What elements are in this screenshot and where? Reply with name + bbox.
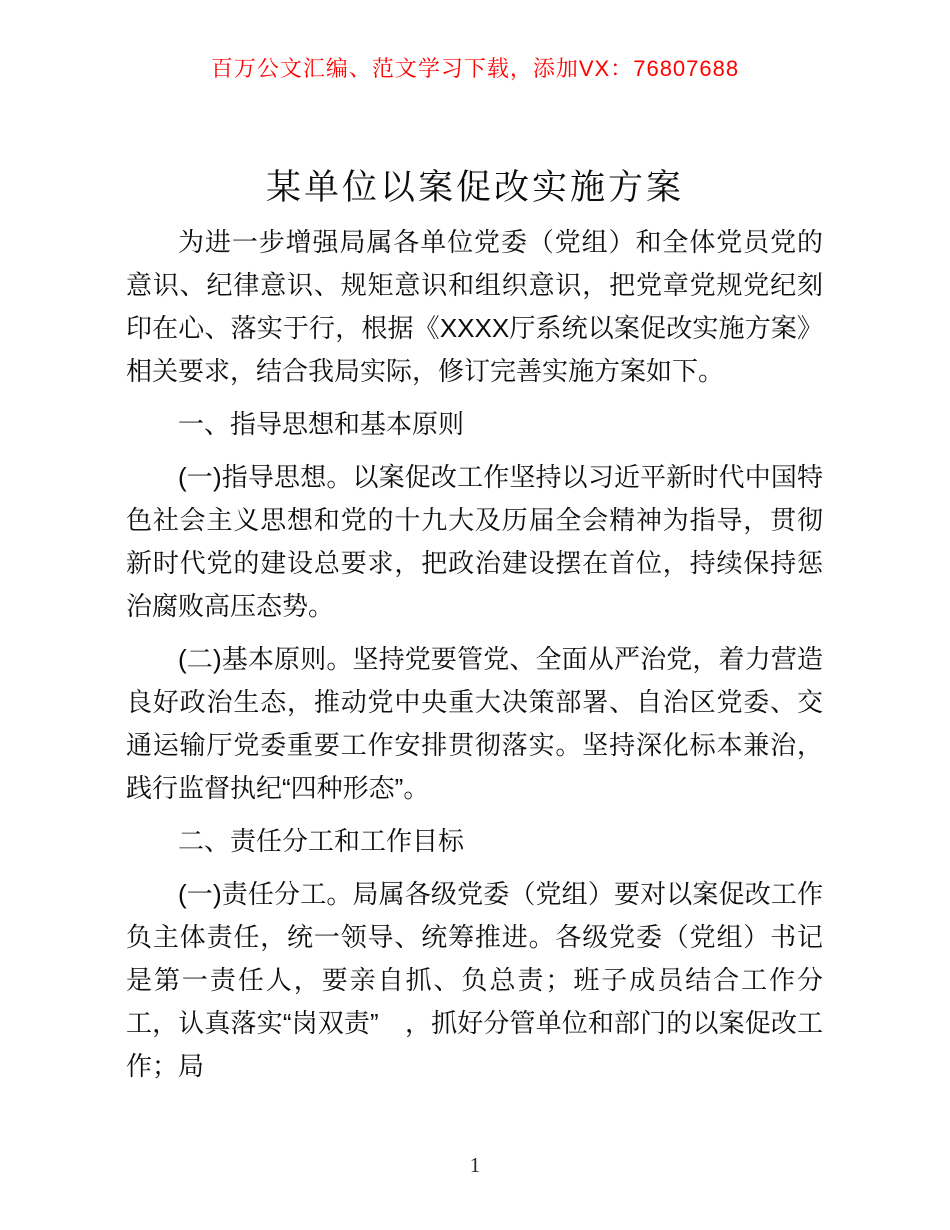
section-heading: 一、指导思想和基本原则	[178, 409, 465, 439]
document-body	[126, 221, 823, 1098]
body-paragraph: (一)指导思想。以案促改工作坚持以习近平新时代中国特色社会主义思想和党的十九大及历届全会精神为指导，贯彻新时代党的建设总要求，把政治建设摆在首位，持续保持惩治腐败高压态势。	[126, 462, 823, 621]
document-title: 某单位以案促改实施方案	[265, 168, 684, 207]
body-paragraph: (一)责任分工。局属各级党委（党组）要对以案促改工作负主体责任，统一领导、统筹推进。各级党委（党组）书记是第一责任人，要亲自抓、负总责；班子成员结合工作分工，认真落实“岗双责” ，抓好分管单位和部门的以案促改工作；局	[126, 879, 823, 1081]
body-paragraph: (二)基本原则。坚持党要管党、全面从严治党，着力营造良好政治生态，推动党中央重大决策部署、自治区党委、交通运输厅党委重要工作安排贯彻落实。坚持深化标本兼治，践行监督执纪“四种形态”。	[126, 644, 823, 803]
section-heading: 二、责任分工和工作目标	[178, 826, 465, 856]
vendor-notice: 百万公文汇编、范文学习下载，添加VX：76807688	[210, 56, 740, 81]
body-paragraph: 为进一步增强局属各单位党委（党组）和全体党员党的意识、纪律意识、规矩意识和组织意识，把党章党规党纪刻印在心、落实于行，根据《XXXX厅系统以案促改实施方案》相关要求，结合我局实际，修订完善实施方案如下。	[126, 227, 823, 386]
page-number: 1	[469, 1153, 481, 1177]
